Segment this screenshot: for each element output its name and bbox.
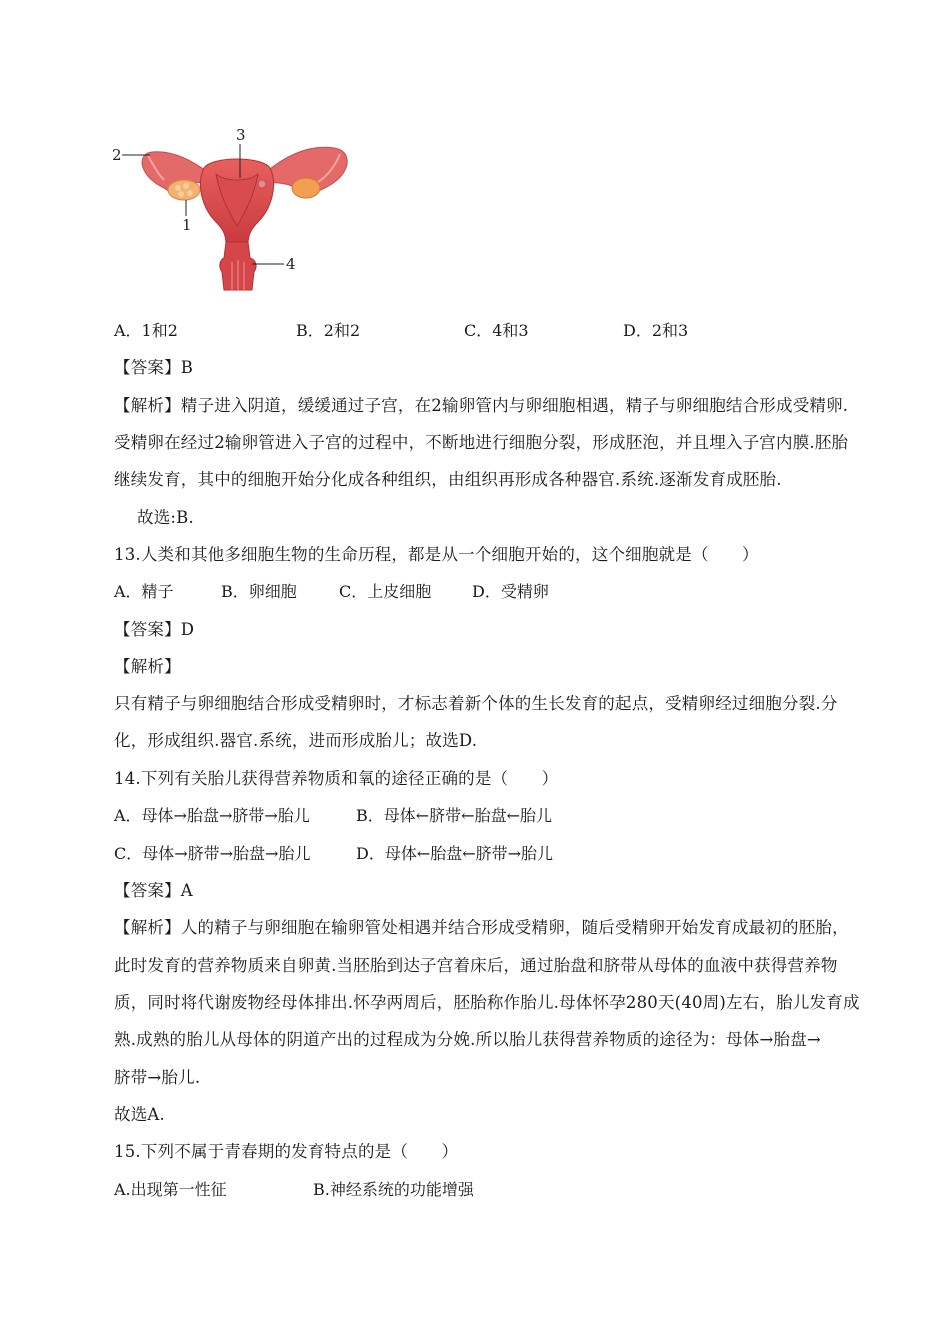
q13-option-d: D．受精卵 — [472, 582, 549, 601]
q13-option-b: B．卵细胞 — [221, 582, 297, 601]
figure-label-4: 4 — [286, 255, 296, 273]
q13-question: 13.人类和其他多细胞生物的生命历程，都是从一个细胞开始的，这个细胞就是（ ） — [114, 545, 759, 564]
q12-conclusion: 故选:B. — [137, 508, 194, 527]
q15-question: 15.下列不属于青春期的发育特点的是（ ） — [114, 1142, 459, 1161]
q14-conclusion: 故选A. — [114, 1105, 165, 1124]
left-ovary — [168, 180, 200, 200]
q12-answer: 【答案】B — [114, 358, 194, 377]
q12-option-d: D．2和3 — [623, 321, 689, 340]
q14-question: 14.下列有关胎儿获得营养物质和氧的途径正确的是（ ） — [114, 769, 559, 788]
figure-label-2: 2 — [112, 146, 122, 164]
q13-option-c: C．上皮细胞 — [339, 582, 432, 601]
q14-analysis-line-3: 质，同时将代谢废物经母体排出.怀孕两周后，胚胎称作胎儿.母体怀孕280天(40周)左右，胎儿发育成 — [114, 993, 860, 1012]
q12-analysis-line-1: 【解析】精子进入阴道，缓缓通过子宫，在2输卵管内与卵细胞相遇，精子与卵细胞结合形成受精卵. — [114, 396, 849, 415]
figure-label-1: 1 — [182, 216, 192, 234]
q14-analysis-line-1: 【解析】人的精子与卵细胞在输卵管处相遇并结合形成受精卵，随后受精卵开始发育成最初的胚胎， — [114, 918, 849, 937]
q14-option-d: D．母体←胎盘←脐带→胎儿 — [356, 844, 554, 863]
q14-analysis-line-2: 此时发育的营养物质来自卵黄.当胚胎到达子宫着床后，通过胎盘和脐带从母体的血液中获得营养物 — [114, 956, 838, 975]
q12-option-b: B．2和2 — [296, 321, 361, 340]
q14-analysis-line-5: 脐带→胎儿. — [114, 1068, 201, 1087]
q13-analysis-title: 【解析】 — [114, 657, 181, 676]
q14-option-c: C．母体→脐带→胎盘→胎儿 — [114, 844, 311, 863]
q13-option-a: A．精子 — [114, 582, 174, 601]
right-ovary — [292, 178, 320, 198]
q14-answer: 【答案】A — [114, 881, 193, 900]
q12-option-a: A．1和2 — [114, 321, 178, 340]
q14-option-b: B．母体←脐带←胎盘←胎儿 — [356, 806, 552, 825]
q12-analysis-line-3: 继续发育，其中的细胞开始分化成各种组织，由组织再形成各种器官.系统.逐渐发育成胚胎. — [114, 470, 782, 489]
reproductive-system-figure — [112, 122, 362, 297]
q13-answer: 【答案】D — [114, 620, 195, 639]
q15-option-b: B.神经系统的功能增强 — [313, 1180, 474, 1199]
q12-analysis-line-2: 受精卵在经过2输卵管进入子宫的过程中，不断地进行细胞分裂，形成胚泡，并且埋入子宫内膜.胚胎 — [114, 433, 849, 452]
figure-label-3: 3 — [236, 126, 246, 144]
q12-option-c: C．4和3 — [464, 321, 529, 340]
q13-analysis-line-2: 化，形成组织.器官.系统，进而形成胎儿；故选D. — [114, 731, 478, 750]
q14-option-a: A．母体→胎盘→脐带→胎儿 — [114, 806, 310, 825]
q13-analysis-line-1: 只有精子与卵细胞结合形成受精卵时，才标志着新个体的生长发育的起点，受精卵经过细胞分裂.分 — [114, 694, 838, 713]
q15-option-a: A.出现第一性征 — [114, 1180, 227, 1199]
q14-analysis-line-4: 熟.成熟的胎儿从母体的阴道产出的过程成为分娩.所以胎儿获得营养物质的途径为：母体→胎盘→ — [114, 1030, 821, 1049]
